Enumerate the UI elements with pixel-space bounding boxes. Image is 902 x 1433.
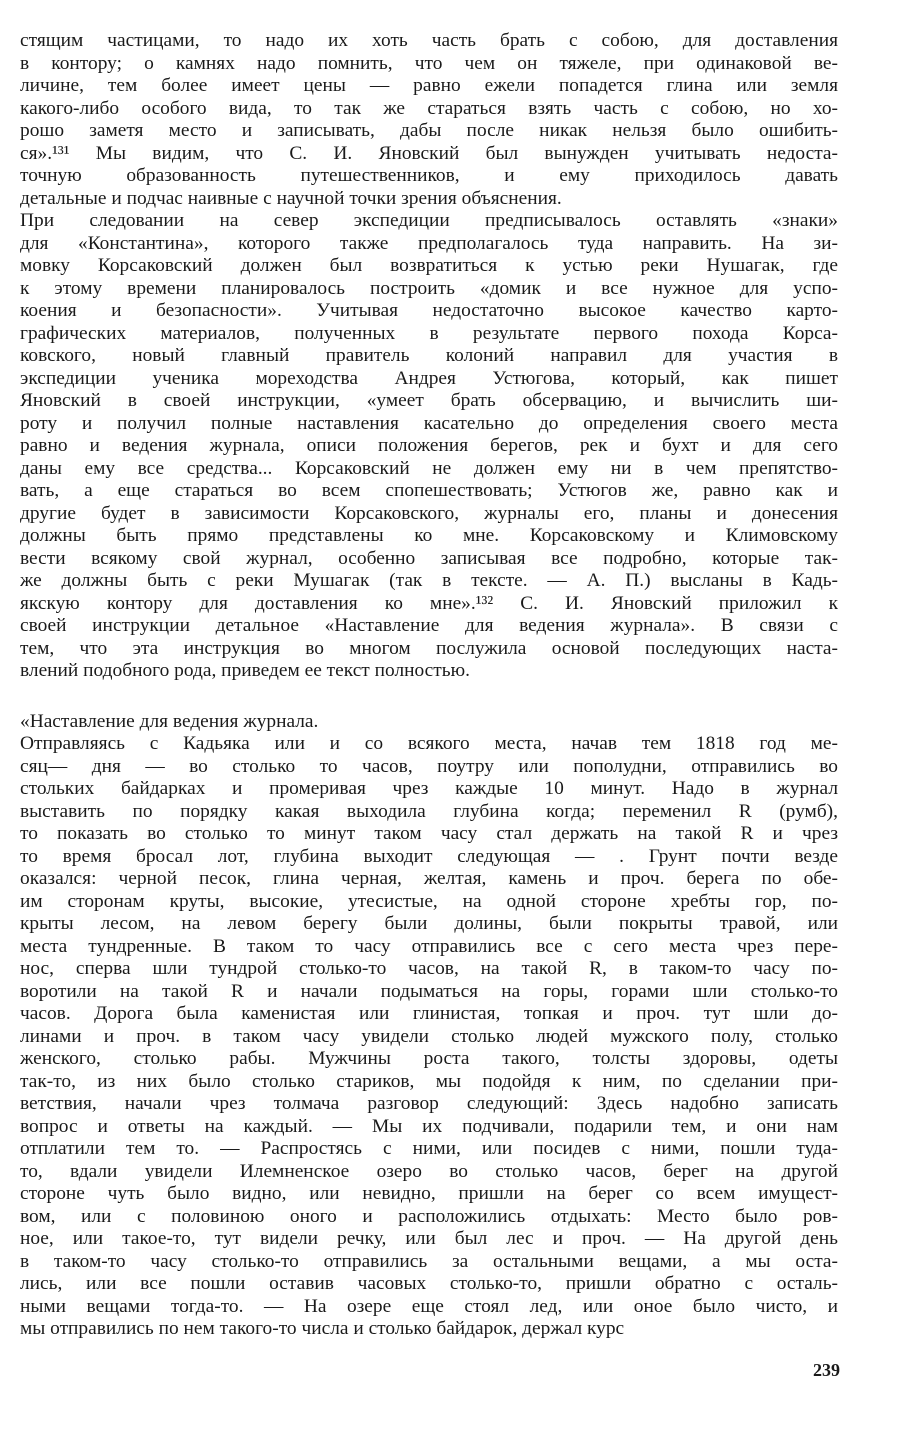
text-line: своей инструкции детальное «Наставление для ведения журнала». В связи с (20, 615, 838, 636)
text-line: даны ему все средства... Корсаковский не должен ему ни в чем препятство- (20, 457, 838, 479)
paragraph (20, 210, 838, 683)
text-line: сяц— дня — во столько то часов, поутру или пополудни, отправились во (20, 755, 838, 777)
text-line: «Наставление для ведения журнала. (20, 710, 319, 732)
text-line: мы отправились по нем такого-то числа и столько байдарок, держал курс (20, 1318, 625, 1339)
paragraph (20, 711, 838, 734)
text-line: отплатили тем то. — Распростясь с ними, или посидев с ними, пошли туда- (20, 1138, 838, 1159)
text-line: стольких байдарках и промеривая чрез каждые 10 минут. Надо в журнал (20, 778, 838, 799)
text-line: лись, или все пошли оставив часовых столько-то, пришли обратно с осталь- (20, 1273, 838, 1294)
text-line: ветствия, начали чрез толмача разговор следующий: Здесь надобно записать (20, 1093, 838, 1114)
text-line: ное, или такое-то, тут видели речку, или был лес и проч. — На другой день (20, 1228, 838, 1249)
text-line: нос, сперва шли тундрой столько-то часов, на такой R, в таком-то часу по- (20, 958, 838, 979)
text-line: экспедиции ученика мореходства Андрея Устюгова, который, как пишет (20, 367, 838, 389)
text-line: вести всякому свой журнал, особенно записывая все подробно, которые так- (20, 547, 838, 569)
text-line: должны быть прямо представлены ко мне. Корсаковскому и Климовскому (20, 525, 838, 546)
text-line: равно и ведения журнала, описи положения берегов, рек и бухт и для сего (20, 435, 838, 456)
text-line: стящим частицами, то надо их хоть часть брать с собою, для доставления (20, 30, 838, 51)
text-line: точную образованность путешественников, и ему приходилось давать (20, 165, 838, 186)
text-line: к этому времени планировалось построить «домик и все нужное для успо- (20, 277, 838, 299)
text-line: то показать во столько то минут таком часу стал держать на такой R и чрез (20, 823, 838, 844)
text-line: для «Константина», которого также предполагалось туда направить. На зи- (20, 232, 838, 254)
text-line: Отправляясь с Кадьяка или и со всякого места, начав тем 1818 год ме- (20, 733, 838, 754)
text-line: личине, тем более имеет цены — равно ежели попадется глина или земля (20, 75, 838, 96)
text-line: какого-либо особого вида, то так же стараться взять часть с собою, но хо- (20, 97, 838, 119)
text-line: в контору; о камнях надо помнить, что чем он тяжеле, при одинаковой ве- (20, 52, 838, 74)
text-line: в таком-то часу столько-то отправились за остальными вещами, а мы оста- (20, 1250, 838, 1272)
text-line: то, вдали увидели Илемненское озеро во столько часов, берег на другой (20, 1160, 838, 1182)
text-line: крыты лесом, на левом берегу были долины, были покрыты травой, или (20, 913, 838, 934)
text-line: мовку Корсаковский должен был возвратиться к устью реки Нушагак, где (20, 255, 838, 276)
paragraph (20, 733, 838, 1341)
text-line: При следовании на север экспедиции предписывалось оставлять «знаки» (20, 210, 838, 231)
text-line: выставить по порядку какая выходила глубина когда; переменил R (румб), (20, 800, 838, 822)
text-line: роту и получил полные наставления касательно до определения своего места (20, 412, 838, 434)
text-line: другие будет в зависимости Корсаковского, журналы его, планы и донесения (20, 502, 838, 524)
text-line: ся».¹³¹ Мы видим, что С. И. Яновский был вынужден учитывать недоста- (20, 142, 838, 164)
text-line: воротили на такой R и начали подыматься на горы, горами шли столько-то (20, 980, 838, 1002)
text-line: вать, а еще стараться во всем спопешествовать; Устюгов же, равно как и (20, 480, 838, 501)
text-line: им сторонам круты, высокие, утесистые, на одной стороне хребты гор, по- (20, 890, 838, 912)
text-line: линами и проч. в таком часу увидели столько людей мужского полу, столько (20, 1025, 838, 1047)
text-line: графических материалов, полученных в результате первого похода Корса- (20, 322, 838, 344)
text-line: часов. Дорога была каменистая или глинистая, топкая и проч. тут шли до- (20, 1003, 838, 1024)
text-line: женского, столько рабы. Мужчины роста такого, толсты здоровы, одеты (20, 1048, 838, 1069)
text-line: вом, или с половиною оного и расположились отдыхать: Место было ров- (20, 1205, 838, 1227)
text-line: вопрос и ответы на каждый. — Мы их подчивали, подарили тем, и они нам (20, 1115, 838, 1137)
page-body (20, 30, 838, 1341)
text-line: ными вещами тогда-то. — На озере еще стоял лед, или оное было чисто, и (20, 1295, 838, 1317)
text-line: ковского, новый главный правитель колоний направил для участия в (20, 345, 838, 366)
paragraph-gap (20, 683, 838, 711)
text-line: места тундренные. В таком то часу отправились все с сего места чрез пере- (20, 935, 838, 957)
text-line: тем, что эта инструкция во многом послужила основой последующих наста- (20, 637, 838, 659)
text-line: оказался: черной песок, глина черная, желтая, камень и проч. берега по обе- (20, 868, 838, 889)
text-line: коения и безопасности». Учитывая недостаточно высокое качество карто- (20, 300, 838, 321)
page-number: 239 (813, 1360, 840, 1380)
text-line: якскую контору для доставления ко мне».¹³² С. И. Яновский приложил к (20, 592, 838, 614)
text-line: стороне чуть было видно, или невидно, пришли на берег со всем имущест- (20, 1183, 838, 1204)
text-line: детальные и подчас наивные с научной точки зрения объяснения. (20, 187, 562, 209)
text-line: так-то, из них было столько стариков, мы подойдя к ним, по сделании при- (20, 1070, 838, 1092)
text-line: то время бросал лот, глубина выходит следующая — . Грунт почти везде (20, 845, 838, 867)
text-line: влений подобного рода, приведем ее текст полностью. (20, 660, 470, 681)
text-line: же должны быть с реки Мушагак (так в тексте. — А. П.) высланы в Кадь- (20, 570, 838, 591)
text-line: рошо заметя место и записывать, дабы после никак нельзя было ошибить- (20, 120, 838, 141)
paragraph (20, 30, 838, 210)
text-line: Яновский в своей инструкции, «умеет брать обсервацию, и вычислить ши- (20, 390, 838, 411)
